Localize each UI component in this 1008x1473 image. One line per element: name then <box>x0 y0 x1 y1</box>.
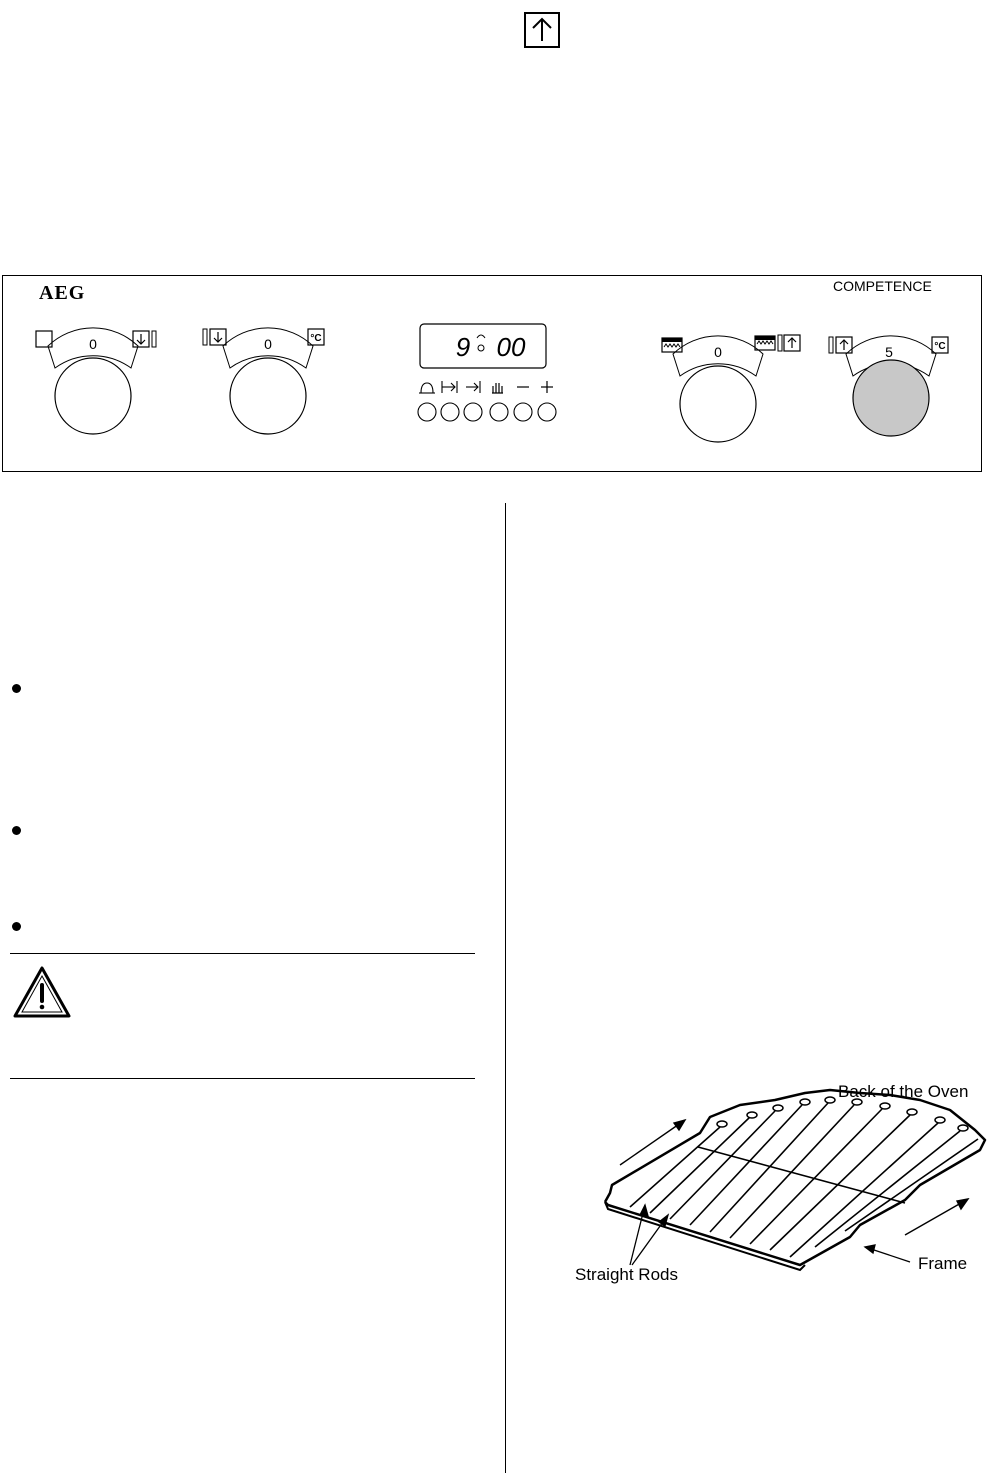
knob-3-dial[interactable] <box>680 366 756 442</box>
clock-button-plus[interactable] <box>538 403 556 421</box>
bullet-3 <box>12 922 21 931</box>
clock-button-end-time[interactable] <box>464 403 482 421</box>
knob-2-value: 0 <box>264 336 272 352</box>
clock-hour: 9 <box>455 332 471 362</box>
knob-4-value: 5 <box>885 344 893 360</box>
temperature-knob-4[interactable] <box>846 336 936 436</box>
celsius-icon <box>932 337 948 353</box>
warning-top-rule <box>10 953 475 954</box>
upward-arrow-box-icon <box>524 12 560 48</box>
svg-text:°C: °C <box>934 341 946 352</box>
down-arrow-zone-icon <box>203 329 226 345</box>
manual-hand-icon <box>492 383 503 393</box>
knob-1-value: 0 <box>89 336 97 352</box>
knob-1-dial[interactable] <box>55 358 131 434</box>
celsius-icon <box>308 329 324 345</box>
clock-button-minus[interactable] <box>514 403 532 421</box>
grill-knob-3[interactable] <box>673 336 763 442</box>
bullet-2 <box>12 826 21 835</box>
function-knob-1[interactable] <box>48 328 138 434</box>
series-label: COMPETENCE <box>833 278 932 294</box>
svg-text:°C: °C <box>310 333 322 344</box>
brand-logo: AEG <box>39 282 86 304</box>
clock-display <box>420 324 546 368</box>
up-arrow-zone-icon <box>829 337 852 353</box>
bullet-1 <box>12 684 21 693</box>
knob-2-dial[interactable] <box>230 358 306 434</box>
clock-minutes: 00 <box>496 332 526 362</box>
end-time-icon <box>466 381 480 393</box>
clock-button-duration[interactable] <box>441 403 459 421</box>
warning-triangle-icon <box>12 965 72 1024</box>
knob-3-value: 0 <box>714 344 722 360</box>
column-divider <box>505 503 506 1473</box>
label-frame: Frame <box>918 1254 968 1273</box>
temperature-knob-2[interactable] <box>223 328 313 434</box>
label-straight-rods: Straight Rods <box>575 1265 678 1284</box>
clock-button-manual[interactable] <box>490 403 508 421</box>
plus-icon <box>541 381 553 393</box>
duration-icon <box>442 381 457 393</box>
bell-icon <box>419 383 435 393</box>
grill-up-arrow-icon <box>755 335 800 351</box>
clock-button-bell[interactable] <box>418 403 436 421</box>
label-back-of-oven: Back of the Oven <box>838 1082 969 1101</box>
control-panel <box>2 275 982 472</box>
warning-bottom-rule <box>10 1078 475 1079</box>
knob-4-dial[interactable] <box>853 360 929 436</box>
